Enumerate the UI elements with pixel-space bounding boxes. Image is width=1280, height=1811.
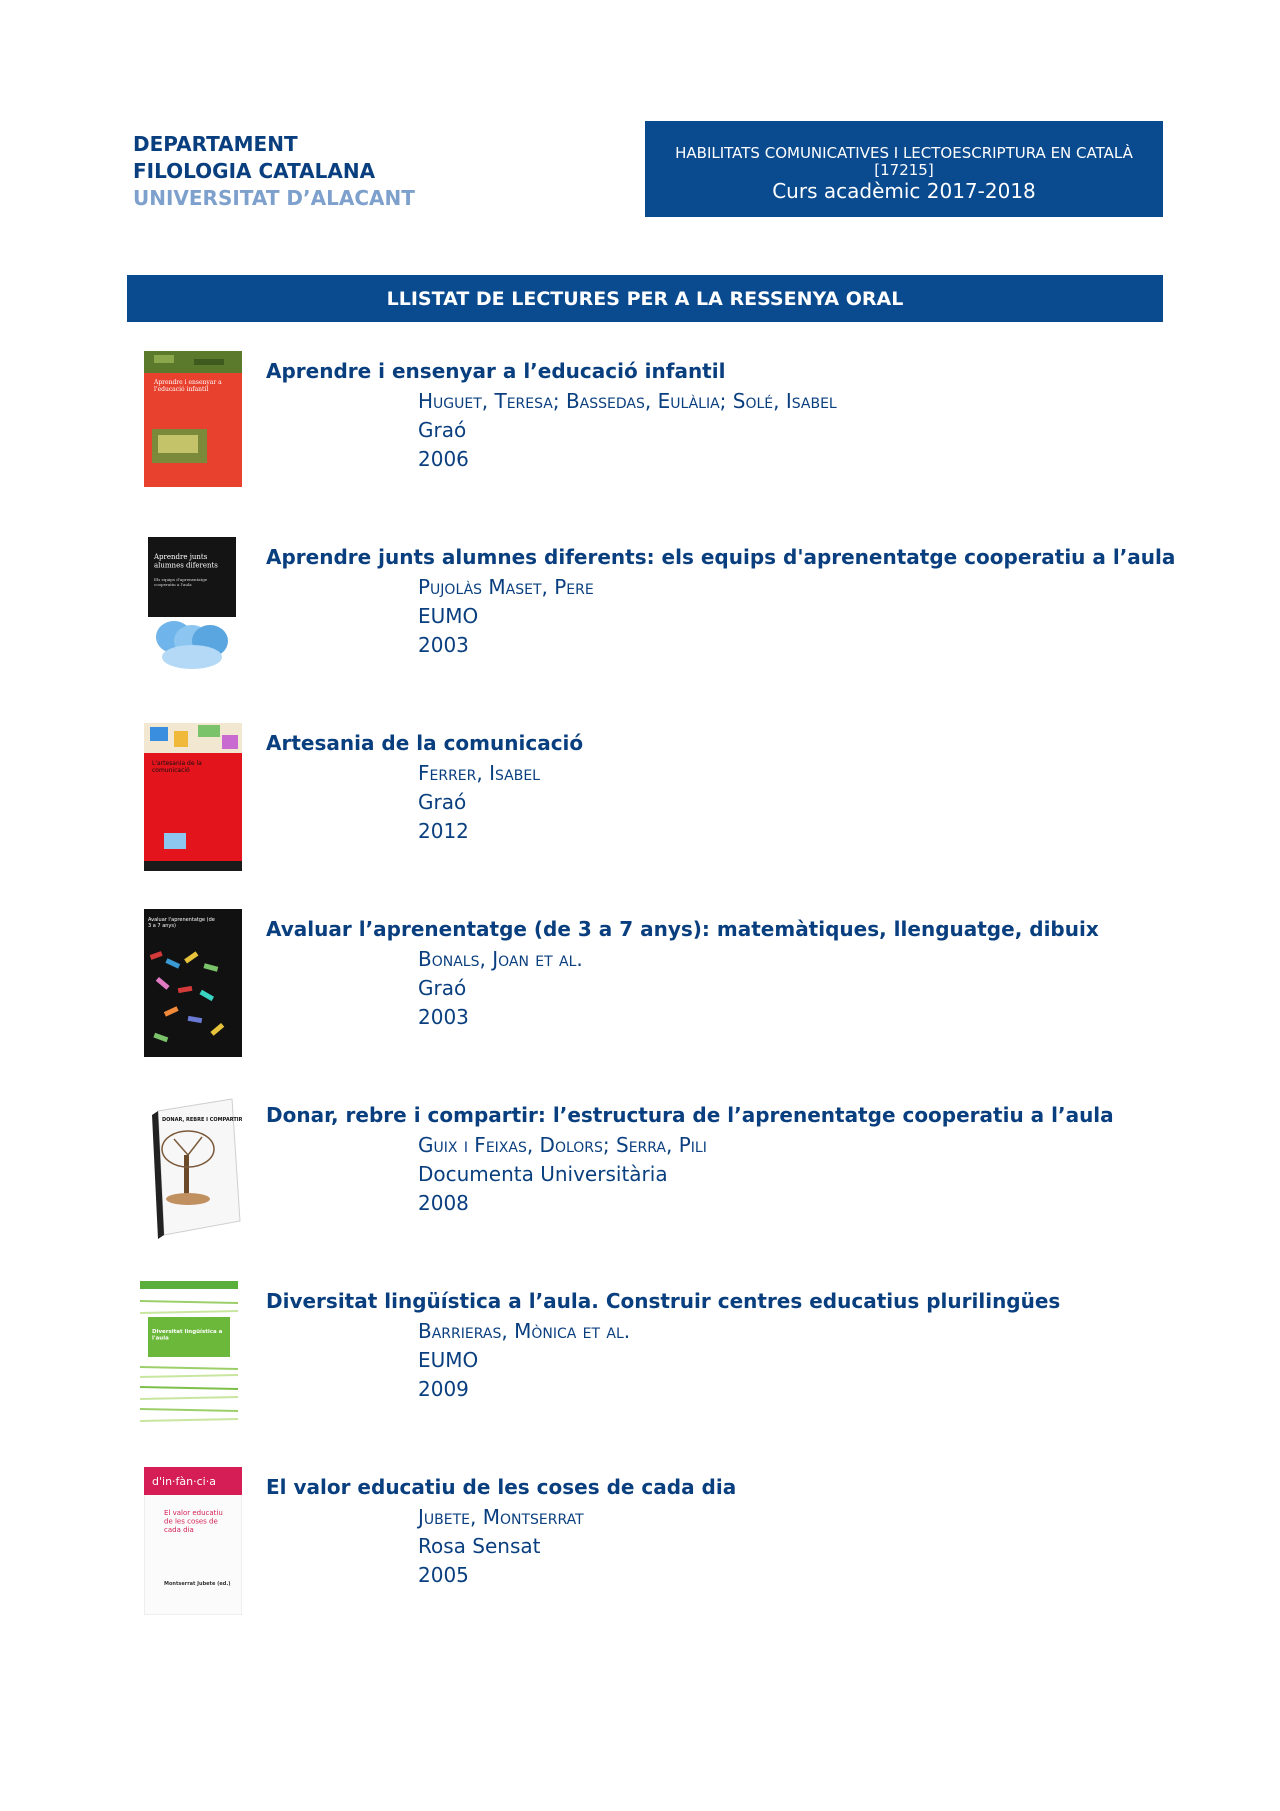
book-publisher: EUMO <box>418 1348 479 1372</box>
book-author: Bonals, Joan et al. <box>418 947 583 971</box>
book-meta <box>418 1503 584 1590</box>
cover-text: DONAR, REBRE I COMPARTIR <box>162 1117 242 1123</box>
cover-text: Aprendre i ensenyar a l'educació infantil <box>154 379 222 394</box>
cover-text: El valor educatiu de les coses de cada dia <box>164 1509 223 1534</box>
cover-subtext: Els equips d'aprenentatge cooperatiu a l'aula <box>154 577 208 587</box>
book-year: 2008 <box>418 1191 469 1215</box>
book-author: Huguet, Teresa; Bassedas, Eulàlia; Solé, Isabel <box>418 389 837 413</box>
course-title: HABILITATS COMUNICATIVES I LECTOESCRIPTURA EN CATALÀ <box>675 144 1133 162</box>
book-title: Avaluar l’aprenentatge (de 3 a 7 anys): matemàtiques, llenguatge, dibuix <box>266 917 1099 941</box>
book-entry <box>0 723 1280 883</box>
course-box <box>645 121 1163 217</box>
reading-list-banner: LLISTAT DE LECTURES PER A LA RESSENYA ORAL <box>127 275 1163 322</box>
book-entry <box>0 351 1280 511</box>
book-cover <box>144 723 242 871</box>
book-author: Pujolàs Maset, Pere <box>418 575 594 599</box>
book-title: Aprendre junts alumnes diferents: els equips d'aprenentatge cooperatiu a l’aula <box>266 545 1176 569</box>
book-title: Artesania de la comunicació <box>266 731 584 755</box>
book-entry <box>0 1095 1280 1255</box>
book-meta <box>418 1131 707 1218</box>
book-cover <box>144 909 242 1057</box>
book-meta <box>418 387 837 474</box>
book-publisher: Graó <box>418 976 467 1000</box>
book-title: Donar, rebre i compartir: l’estructura de l’aprenentatge cooperatiu a l’aula <box>266 1103 1114 1127</box>
cover-brand: d'in·fàn·ci·a <box>152 1475 216 1488</box>
department-line-1: DEPARTAMENT <box>133 132 298 156</box>
book-entry <box>0 1281 1280 1441</box>
book-meta <box>418 759 540 846</box>
cover-text: Aprendre junts alumnes diferents <box>154 553 218 570</box>
book-author: Ferrer, Isabel <box>418 761 540 785</box>
book-cover <box>144 1467 242 1615</box>
book-year: 2003 <box>418 633 469 657</box>
book-publisher: Graó <box>418 790 467 814</box>
book-cover <box>144 1095 242 1243</box>
book-publisher: Rosa Sensat <box>418 1534 541 1558</box>
course-code: [17215] <box>874 161 934 179</box>
book-year: 2003 <box>418 1005 469 1029</box>
book-author: Jubete, Montserrat <box>418 1505 584 1529</box>
book-publisher: EUMO <box>418 604 479 628</box>
university-name: UNIVERSITAT D’ALACANT <box>133 186 415 210</box>
department-block <box>133 131 415 212</box>
book-cover <box>144 537 242 685</box>
book-title: Aprendre i ensenyar a l’educació infantil <box>266 359 726 383</box>
book-year: 2009 <box>418 1377 469 1401</box>
book-year: 2012 <box>418 819 469 843</box>
book-cover <box>140 1281 238 1429</box>
department-line-2: FILOLOGIA CATALANA <box>133 159 376 183</box>
course-year: Curs acadèmic 2017-2018 <box>772 179 1036 203</box>
book-author: Barrieras, Mònica et al. <box>418 1319 631 1343</box>
cover-text: Diversitat lingüística a l'aula <box>152 1329 223 1342</box>
cover-text: Avaluar l'aprenentatge (de 3 a 7 anys) <box>148 917 215 929</box>
book-entry <box>0 1467 1280 1627</box>
book-publisher: Documenta Universitària <box>418 1162 668 1186</box>
book-cover <box>144 351 242 499</box>
book-entry <box>0 537 1280 697</box>
book-meta <box>418 945 583 1032</box>
book-title: Diversitat lingüística a l’aula. Construir centres educatius plurilingües <box>266 1289 1061 1313</box>
book-year: 2006 <box>418 447 469 471</box>
book-title: El valor educatiu de les coses de cada dia <box>266 1475 737 1499</box>
cover-text: L'artesania de la comunicació <box>152 760 202 775</box>
book-author: Guix i Feixas, Dolors; Serra, Pili <box>418 1133 707 1157</box>
book-publisher: Graó <box>418 418 467 442</box>
book-meta <box>418 1317 630 1404</box>
book-meta <box>418 573 594 660</box>
book-year: 2005 <box>418 1563 469 1587</box>
book-entry <box>0 909 1280 1069</box>
cover-author: Montserrat Jubete (ed.) <box>164 1581 231 1587</box>
